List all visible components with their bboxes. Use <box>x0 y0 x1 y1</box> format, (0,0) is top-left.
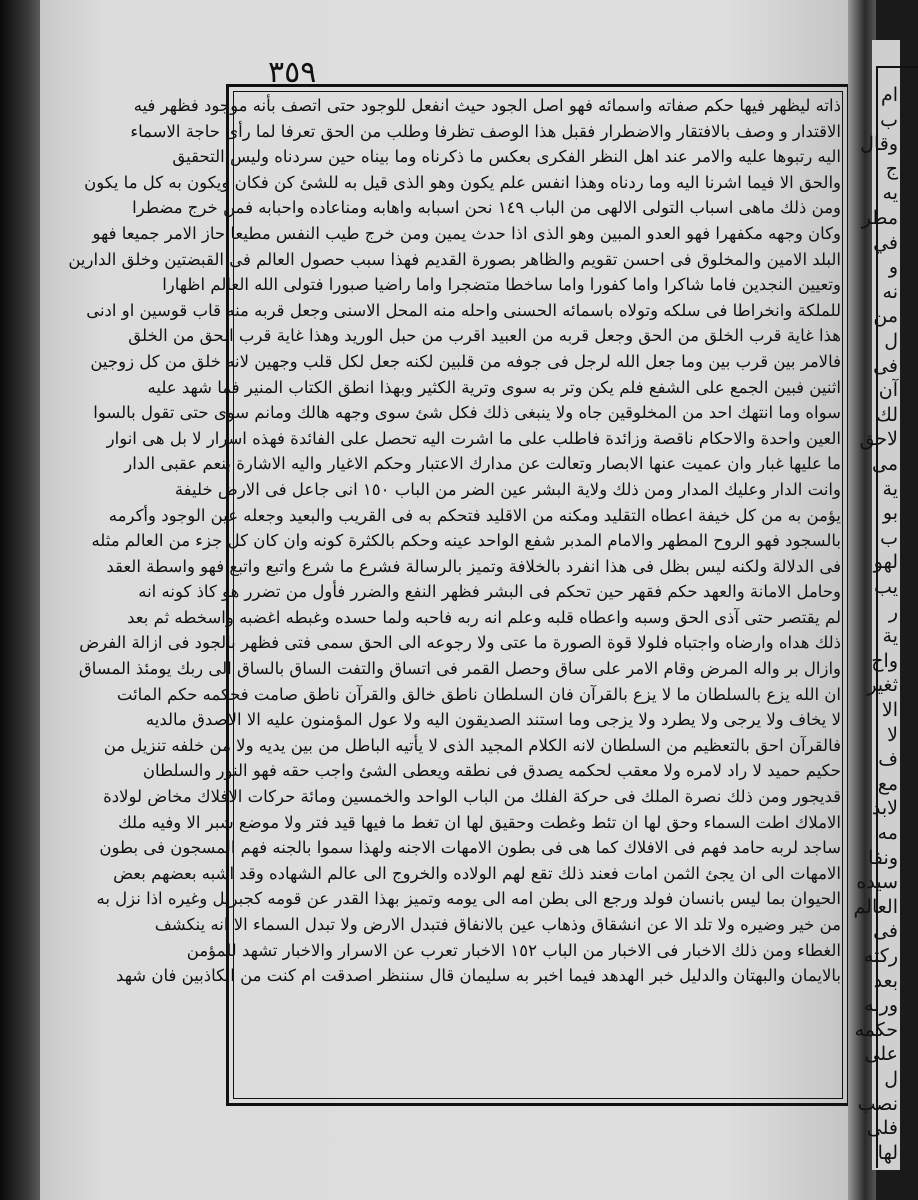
text-line: من خير وضيره ولا تلد الا عن انشقاق وذهاب عين بالانفاق فتبدل الارض ولا تبدل السماء الا انه ينكشف <box>154 915 841 934</box>
text-line: الاقتدار و وصف بالافتقار والاضطرار فقبل هذا الوصف تظرفا وطلب من الحق تعرفا لما رأى حاجة الاسماء <box>130 121 841 141</box>
text-line: البلد الامين والمخلوق فى احسن تقويم والظاهر بصورة القديم فهذا سبب حصول العالم فى القبضتين وخلق الدارين <box>68 249 841 269</box>
facing-page-edge <box>853 40 900 1170</box>
facing-page-line: آن <box>878 379 898 402</box>
text-line: حكيم حميد لا راد لامره ولا معقب لحكمه يصدق فى نطقه ويعطى الشئ واجب حقه فهو النور والسلطان <box>142 761 841 781</box>
facing-page-line: ركته <box>863 945 898 967</box>
facing-page-line: ثغير <box>867 674 898 697</box>
facing-page-line: بعد <box>873 969 898 992</box>
book-page <box>40 0 848 1200</box>
facing-page-line: فى <box>873 920 898 943</box>
facing-page-line: واح <box>871 649 898 672</box>
text-line: للملكة وانخراطا فى سلكه وتولاه باسمائه الحسنى واحله منه المحل الاسنى وجعل قربه منه قاب قوسين او ادنى <box>86 300 841 320</box>
facing-page-line: و <box>888 256 898 279</box>
facing-page-line: ورنه <box>864 994 898 1017</box>
facing-page-line: نصب <box>857 1092 898 1115</box>
facing-page-line: يه <box>882 182 898 205</box>
text-line: يؤمن به من كل خيفة اعطاه التقليد ومكنه من الاقليد فتحكم به فى القريب والبعيد وجعله عين الوجود وأكرمه <box>108 505 841 525</box>
facing-page-line: لهو <box>873 551 898 574</box>
facing-page-line: ر <box>888 600 898 623</box>
facing-page-line: مى <box>871 453 898 475</box>
text-line: وكان وجهه مكفهرا فهو العدو المبين وهو الذى اذا حدث يمين ومن خرج طيب النفس مطيعا حاز الامر جميعا فهو <box>92 223 841 243</box>
text-line: ان الله يزع بالسلطان ما لا يزع بالقرآن فان السلطان ناطق خالق والقرآن ناطق صامت فحكمه حكم المائت <box>116 684 841 704</box>
facing-page-line: مطر <box>861 207 898 229</box>
text-line: الامهات الى ان يجئ الثمن امات فعند ذلك تقع لهم الولاده والخروج الى عالم الشهاده وقد اشبه بعضهم بعض <box>113 863 841 883</box>
facing-page-line: ل <box>884 330 898 352</box>
text-line: بالسجود فهو الروح المطهر والامام المدبر شفع الواحد عينه وحكم بالكثرة كونه وان كان كل جزء من العالم مثله <box>91 531 841 551</box>
facing-page-line: بو <box>882 502 898 525</box>
facing-page-line: مه <box>877 822 898 844</box>
facing-page-line: ية <box>882 477 898 500</box>
text-line: ذلك هداه وارضاه واجتباه فلولا قوة الصورة ما عتى ولا رجوعه الى الحق سمى فتى فظهر بالجود فى ازالة الفرض <box>79 633 841 653</box>
text-line: قديجور ومن ذلك نصرة الملك فى حركة الفلك من الباب الواحد والخمسين ومائة حركات الافلاك مخاض لولادة <box>103 787 841 807</box>
page-number: ٣٥٩ <box>268 55 317 90</box>
facing-page-line: على <box>864 1043 898 1066</box>
text-line: ومن ذلك ماهى اسباب التولى الالهى من الباب ١٤٩ نحن اسبابه واهابه ومناعاده واحبابه فمن خرج مضطرا <box>132 198 841 218</box>
text-line: الاملاك اطت السماء وحق لها ان تئط وغطت وحقيق لها ان تغط ما فيها قيد فتر ولا موضع شبر الا وفيه ملك <box>118 812 841 832</box>
facing-page-line: فى <box>873 354 898 377</box>
text-line: وتعيين النجدين فاما شاكرا واما كفورا واما ساخطا متضجرا واما راضيا صبورا فتولى الله العالم اظهارا <box>162 275 841 295</box>
facing-page-line: سيده <box>856 871 898 894</box>
facing-page-line: ية <box>882 625 898 648</box>
book-spine-left <box>0 0 40 1200</box>
facing-page-line: ونفا <box>868 846 898 869</box>
facing-page-line: لابد <box>871 797 898 820</box>
facing-page-line: لها <box>877 1141 898 1164</box>
facing-page-line: من <box>873 305 898 328</box>
facing-page-line: حكمه <box>854 1018 898 1041</box>
text-line: فى الدلالة ولكنه ليس بظل فى هذا انفرد بالخلافة وتميز بالرسالة فشرع ما شرع واتبع واتبع فهو واسطة العقد <box>106 556 841 576</box>
text-line: وانت الدار وعليك المدار ومن ذلك ولاية البشر عين الضر من الباب ١٥٠ انى جاعل فى الارض خليفة <box>174 479 841 499</box>
facing-page-line: في <box>873 231 898 254</box>
text-frame <box>68 84 850 1106</box>
text-line: الحيوان بما ليس بانسان فولد ورجع الى بطن امه الى يومه وتميز بهذا القدر عن قومه كجبريل وغيره اذا نزل به <box>96 889 841 909</box>
text-line: وازال بر واله المرض وقام الامر على ساق وحصل القمر فى اتساق والتفت الساق بالساق الى ربك يومئذ المساق <box>78 659 841 679</box>
main-text-block <box>68 93 841 989</box>
text-line: والحق الا فيما اشرنا اليه وما ردناه وهذا انفس علم يكون وهو الذى قيل به للشئ كن فكان ويكون به كل ما يكون <box>84 172 841 192</box>
facing-page-line: ل <box>884 1068 898 1090</box>
text-line: العين واحدة والاحكام ناقصة وزائدة فاطلب على ما اشرت اليه تحصل على الفائدة فهذه اسرار لا بل هى انوار <box>106 428 841 448</box>
text-line: سواه وما انتهك احد من المخلوقين جاه ولا ينبغى ذلك فكل شئ سوى وجهه هالك ومانم سوى حتى تقول بالسوا <box>93 403 841 423</box>
text-line: ما عليها غبار وان عميت عنها الابصار وتعالت عن مدارك الاعتبار وحكم الاغيار واليه الاشارة بنعم عقبى الدار <box>124 454 841 474</box>
facing-page-line: ج <box>885 157 898 180</box>
facing-page-line: مع <box>877 772 898 795</box>
facing-page-line: لك <box>876 403 898 426</box>
facing-page-line: ف <box>878 748 898 771</box>
text-line: فالقرآن احق بالتعظيم من السلطان لانه الكلام المجيد الذى لا يأتيه الباطل من بين يديه ولا من خلفه تنزيل من <box>103 735 841 755</box>
facing-page-line: وقال <box>860 133 898 156</box>
text-line: هذا غاية قرب الخلق من الحق وجعل قربه من العبيد اقرب من حبل الوريد وهذا غاية قرب الحق من الخلق <box>128 326 841 346</box>
text-line: الغطاء ومن ذلك الاخبار فى الاخبار من الباب ١٥٢ الاخبار تعرب عن الاسرار والاخبار تشهد للمؤمن <box>186 940 841 960</box>
facing-page-line: الا <box>881 699 898 721</box>
text-line: اثنين فبين الجمع على الشفع فلم يكن وتر به سوى وترية الكثير وبهذا انطق الكتاب المنير فما شهد عليه <box>147 377 841 397</box>
facing-page-line: العالم <box>853 895 898 918</box>
facing-page-line: ام <box>880 84 898 106</box>
facing-page-line: ب <box>880 526 898 549</box>
text-line: لا يخاف ولا يرجى ولا يطرد ولا يزجى وما استند الصديقون اليه ولا عول المؤمنون عليه الا الاصدق مالديه <box>145 710 841 730</box>
text-line: ذاته ليظهر فيها حكم صفاته واسمائه فهو اصل الجود حيث انفعل للوجود حتى اتصف بأنه موجود فظهر فيه <box>133 96 841 115</box>
facing-page-line: لاحق <box>859 428 898 451</box>
facing-page-line: فلى <box>866 1117 898 1140</box>
text-line: اليه رتبوها عليه والامر عند اهل النظر الفكرى بعكس ما ذكرناه وما بيناه حين سردناه وليس التحقيق <box>172 147 841 167</box>
facing-page-line: لا <box>887 723 898 746</box>
facing-page-line: ب <box>880 108 898 131</box>
text-line: ساجد لربه حامد فهم فى الافلاك كما هى فى بطون الامهات الاجنه ولهذا سموا بالجنه فهم المسجون فى بطون <box>99 838 841 858</box>
text-line: لم يقتصر حتى آذى الحق وسبه واعطاه قلبه وعلم انه ربه فاحبه ولما حسده وغبطه اغضبه واسخطه ثم بعد <box>127 607 841 627</box>
text-line: فالامر بين قرب بين وما جعل الله لرجل فى جوفه من قلبين لكنه جعل لكل قلب وجهين لانه خلق من كل زوجين <box>90 351 841 371</box>
text-line: بالايمان والبهتان والدليل خبر الهدهد فيما اخبر به سليمان قال سننظر اصدقت ام كنت من الكاذبين فان شهد <box>116 966 841 986</box>
facing-page-line: نه <box>882 280 898 303</box>
text-line: وحامل الامانة والعهد حكم فقهر حين تحكم فى البشر فظهر النفع والضرر فأول من تضرر هو كاذ كونه انه <box>138 582 841 602</box>
facing-page-line: يب <box>874 576 898 598</box>
